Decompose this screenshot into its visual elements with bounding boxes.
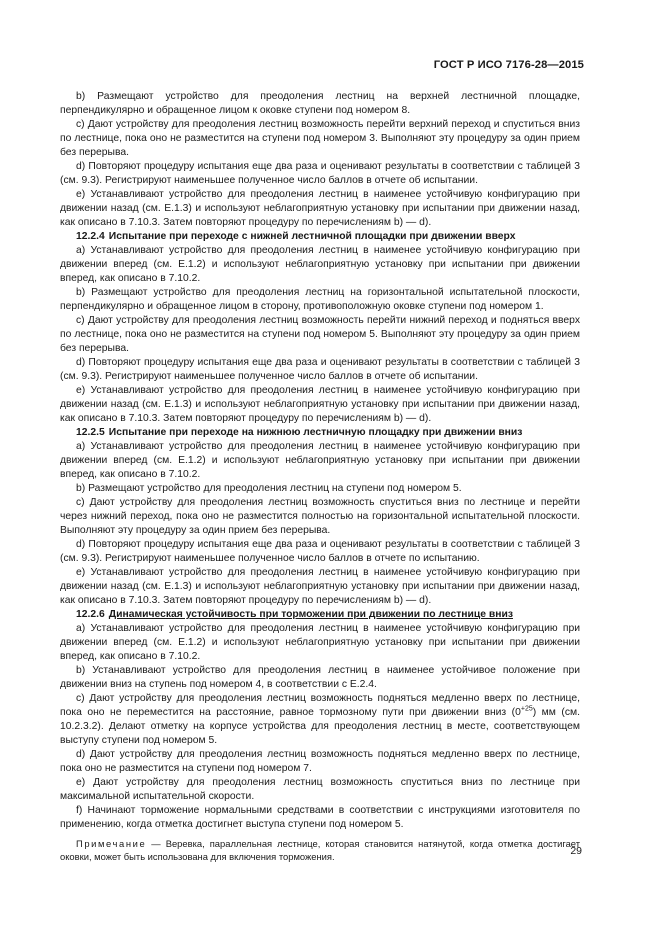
note xyxy=(60,838,580,863)
s1225-item-a: a) Устанавливают устройство для преодоления лестниц в наименее устойчивую конфигурацию при движении вперед (см. Е.1.2) и используют неблагоприятную установку при испытании при движении вперед, как описано в 7.10.2. xyxy=(60,441,580,480)
document-header: ГОСТ Р ИСО 7176-28—2015 xyxy=(433,59,584,71)
section-title: Динамическая устойчивость при торможении при движении по лестнице вниз xyxy=(108,609,513,620)
section-title: Испытание при переходе с нижней лестничной площадки при движении вверх xyxy=(108,231,516,242)
s1226-item-c xyxy=(60,692,580,748)
s1225-item-e: e) Устанавливают устройство для преодоления лестниц в наименее устойчивую конфигурацию при движении назад (см. Е.1.3) и используют неблагоприятную установку при испытании при движении назад, как описано в 7.10.3. Затем повторяют процедуру по перечислениям b) — d). xyxy=(60,567,580,606)
s1224-item-c: c) Дают устройству для преодоления лестниц возможность перейти нижний переход и подняться вверх по лестнице, пока оно не разместится на ступени под номером 5. Выполняют эту процедуру за один прием без перерыва. xyxy=(60,315,580,354)
paragraph-e: e) Устанавливают устройство для преодоления лестниц в наименее устойчивую конфигурацию при движении назад (см. Е.1.3) и используют неблагоприятную установку при испытании при движении назад, как описано в 7.10.3. Затем повторяют процедуру по перечислениям b) — d). xyxy=(60,189,580,228)
s1226-item-b: b) Устанавливают устройство для преодоления лестниц в наименее устойчивое положение при движении вниз на ступень под номером 4, в соответствии с Е.2.4. xyxy=(60,665,580,690)
s1224-item-b: b) Размещают устройство для преодоления лестниц на горизонтальной испытательной плоскости, перпендикулярно и обращенное лицом в сторону, противоположную оковке ступени под номером 1. xyxy=(60,287,580,312)
s1224-item-d: d) Повторяют процедуру испытания еще два раза и оценивают результаты в соответствии с таблицей 3 (см. 9.3). Регистрируют наименьшее полученное число баллов в отчете об испытании. xyxy=(60,357,580,382)
s1226-item-c-text-end: ) мм (см. 10.2.3.2). Делают отметку на корпусе устройства для преодоления лестниц в месте, соответствующем выступу ступени под номером 5. xyxy=(60,707,580,746)
s1224-item-a: a) Устанавливают устройство для преодоления лестниц в наименее устойчивую конфигурацию при движении вперед (см. Е.1.2) и используют неблагоприятную установку при испытании при движении вперед, как описано в 7.10.2. xyxy=(60,245,580,284)
tolerance-zero: 0 xyxy=(515,707,521,718)
s1226-item-a: a) Устанавливают устройство для преодоления лестниц в наименее устойчивую конфигурацию при движении вперед (см. Е.1.2) и используют неблагоприятную установку при испытании при движении вперед, как описано в 7.10.2. xyxy=(60,623,580,662)
section-12-2-6-heading xyxy=(60,608,580,622)
note-label: Примечание xyxy=(76,838,147,849)
s1224-item-e: e) Устанавливают устройство для преодоления лестниц в наименее устойчивую конфигурацию при движении назад (см. Е.1.3) и используют неблагоприятную установку при испытании при движении назад, как описано в 7.10.3. Затем повторяют процедуру по перечислениям b) — d). xyxy=(60,385,580,424)
s1225-item-c: c) Дают устройству для преодоления лестниц возможность спуститься вниз по лестнице и перейти через нижний переход, пока оно не разместится полностью на горизонтальной испытательной плоскости. Выполняют эту процедуру за один прием без перерыва. xyxy=(60,497,580,536)
paragraph-c: c) Дают устройству для преодоления лестниц возможность перейти верхний переход и спуститься вниз по лестнице, пока оно не разместится на ступени под номером 3. Выполняют эту процедуру за один прием без перерыва. xyxy=(60,119,580,158)
document-body xyxy=(60,90,580,863)
s1226-item-f: f) Начинают торможение нормальными средствами в соответствии с инструкциями изготовителя по применению, когда отметка достигнет выступа ступени под номером 5. xyxy=(60,805,580,830)
section-title: Испытание при переходе на нижнюю лестничную площадку при движении вниз xyxy=(108,427,523,438)
s1225-item-b: b) Размещают устройство для преодоления лестниц на ступени под номером 5. xyxy=(76,483,462,494)
section-number: 12.2.4 xyxy=(76,231,105,242)
section-number: 12.2.5 xyxy=(76,427,105,438)
page-number: 29 xyxy=(570,845,582,857)
paragraph-d: d) Повторяют процедуру испытания еще два раза и оценивают результаты в соответствии с таблицей 3 (см. 9.3). Регистрируют наименьшее полученное число баллов в отчете об испытании. xyxy=(60,161,580,186)
section-12-2-5-heading xyxy=(60,426,580,440)
section-12-2-4-heading xyxy=(60,230,580,244)
s1226-item-d: d) Дают устройству для преодоления лестниц возможность подняться медленно вверх по лестнице, пока оно не разместится на ступени под номером 7. xyxy=(60,749,580,774)
s1225-item-d: d) Повторяют процедуру испытания еще два раза и оценивают результаты в соответствии с таблицей 3 (см. 9.3). Регистрируют наименьшее полученное число баллов в отчете по испытанию. xyxy=(60,539,580,564)
section-number: 12.2.6 xyxy=(76,609,105,620)
paragraph-b: b) Размещают устройство для преодоления лестниц на верхней лестничной площадке, перпендикулярно и обращенное лицом к оковке ступени под номером 8. xyxy=(60,91,580,116)
s1226-item-e: e) Дают устройству для преодоления лестниц возможность спуститься вниз по лестнице при максимальной испытательной скорости. xyxy=(60,777,580,802)
note-text: — Веревка, параллельная лестнице, которая становится натянутой, когда отметка достигает оковки, может быть использована для включения торможения. xyxy=(60,838,580,862)
s1226-item-c-text: c) Дают устройству для преодоления лестниц возможность подняться медленно вверх по лестнице, пока оно не переместится на расстояние, равное тормозному пути при движении вниз ( xyxy=(60,693,580,718)
tolerance-plus: +25 xyxy=(520,705,533,713)
